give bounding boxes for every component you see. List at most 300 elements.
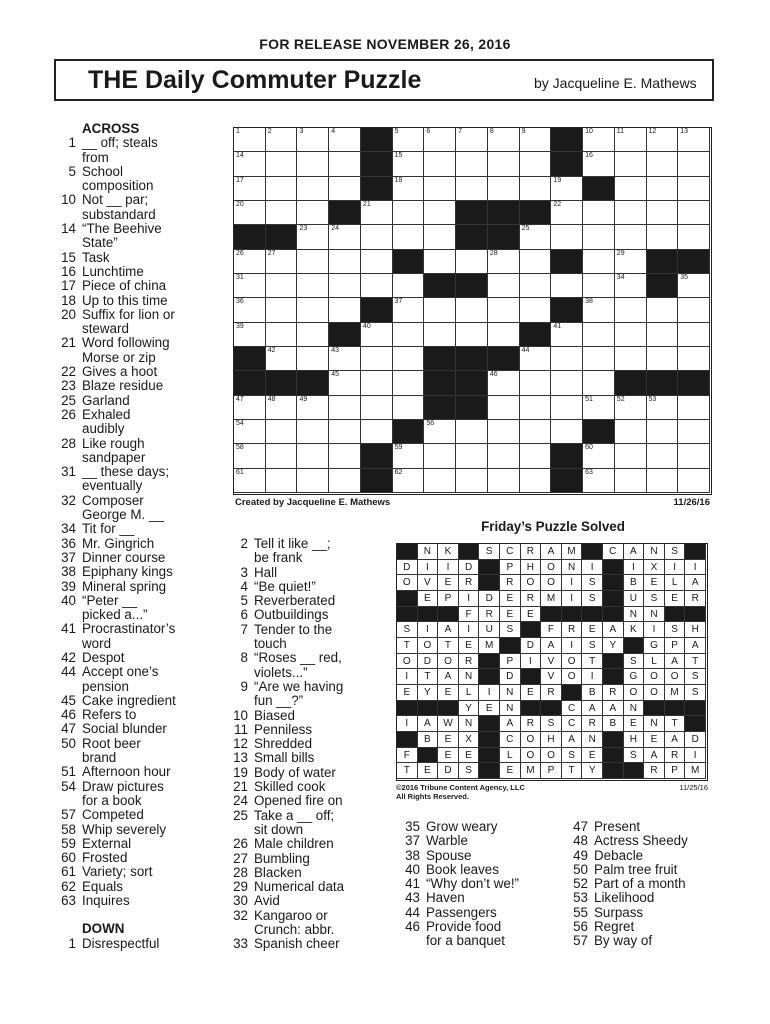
grid-block [234,225,266,249]
grid-cell[interactable] [266,274,298,298]
solution-letter: K [438,544,459,560]
solution-letter: I [459,591,480,607]
grid-cell[interactable] [647,396,679,420]
solution-letter: E [582,622,603,638]
grid-cell[interactable] [615,128,647,152]
clue-text: Morse or zip [82,349,156,365]
clue-line [226,594,394,608]
grid-cell[interactable] [456,250,488,274]
clue-number: 55 [573,904,588,920]
grid-cell[interactable] [424,420,456,444]
clue-number: 33 [233,936,248,952]
grid-cell[interactable] [647,347,679,371]
grid-cell[interactable] [615,250,647,274]
clue-line [226,637,394,651]
clue-number: 36 [61,535,76,551]
grid-block [678,250,710,274]
clue-line [54,880,232,894]
grid-cell[interactable] [297,128,329,152]
solution-block [603,607,624,623]
grid-cell[interactable] [583,371,615,395]
grid-cell[interactable] [520,128,552,152]
solution-letter: O [397,654,418,670]
grid-cell[interactable] [488,396,520,420]
grid-cell[interactable] [329,347,361,371]
grid-cell[interactable] [329,371,361,395]
clue-number: 10 [61,192,76,208]
grid-cell[interactable] [266,444,298,468]
solution-letter: E [665,591,686,607]
clue-line [566,891,716,905]
grid-cell[interactable] [678,298,710,322]
clue-number: 6 [240,607,248,623]
grid-cell[interactable] [234,469,266,493]
grid-block [361,469,393,493]
grid-cell[interactable] [488,128,520,152]
grid-cell[interactable] [234,250,266,274]
grid-cell[interactable] [583,323,615,347]
grid-cell[interactable] [456,420,488,444]
grid-cell[interactable] [361,420,393,444]
grid-cell[interactable] [520,225,552,249]
clue-number: 21 [233,779,248,795]
grid-cell[interactable] [234,444,266,468]
grid-cell[interactable] [456,177,488,201]
grid-cell[interactable] [393,444,425,468]
clue-text: Penniless [254,721,313,737]
grid-cell[interactable] [647,128,679,152]
grid-cell[interactable] [647,152,679,176]
grid-cell[interactable] [551,225,583,249]
cell-number: 49 [299,395,308,403]
cell-number: 48 [267,395,276,403]
grid-cell[interactable] [647,469,679,493]
grid-cell[interactable] [393,371,425,395]
grid-cell[interactable] [520,420,552,444]
grid-cell[interactable] [329,298,361,322]
grid-cell[interactable] [266,420,298,444]
grid-cell[interactable] [424,444,456,468]
grid-cell[interactable] [393,469,425,493]
grid-cell[interactable] [234,323,266,347]
solution-letter: O [541,748,562,764]
grid-cell[interactable] [520,469,552,493]
grid-block [520,323,552,347]
grid-cell[interactable] [678,201,710,225]
grid-cell[interactable] [266,128,298,152]
grid-cell[interactable] [234,152,266,176]
grid-cell[interactable] [615,274,647,298]
grid-cell[interactable] [551,323,583,347]
grid-cell[interactable] [393,347,425,371]
grid-cell[interactable] [615,152,647,176]
grid-cell[interactable] [520,298,552,322]
grid-cell[interactable] [266,396,298,420]
grid-cell[interactable] [678,225,710,249]
grid-cell[interactable] [615,396,647,420]
solution-letter: M [665,685,686,701]
grid-cell[interactable] [520,444,552,468]
clue-number: 31 [61,464,76,480]
solution-letter: A [665,654,686,670]
grid-cell[interactable] [361,201,393,225]
clue-text: Tit for __ [82,521,135,537]
solution-block [685,607,706,623]
grid-cell[interactable] [297,201,329,225]
solution-letter: D [459,560,480,576]
solution-block [479,732,500,748]
grid-cell[interactable] [678,396,710,420]
grid-cell[interactable] [678,274,710,298]
grid-cell[interactable] [424,152,456,176]
grid-cell[interactable] [678,152,710,176]
clue-line [54,279,232,293]
grid-block [234,371,266,395]
grid-cell[interactable] [488,420,520,444]
grid-cell[interactable] [551,177,583,201]
solution-letter: O [521,575,542,591]
solution-letter: R [521,716,542,732]
solution-letter: R [479,607,500,623]
solution-letter: S [582,638,603,654]
clue-number: 49 [573,847,588,863]
grid-cell[interactable] [551,201,583,225]
grid-cell[interactable] [615,323,647,347]
solution-letter: E [397,685,418,701]
grid-cell[interactable] [456,469,488,493]
grid-cell[interactable] [297,152,329,176]
solution-letter: S [582,575,603,591]
grid-cell[interactable] [488,469,520,493]
grid-cell[interactable] [647,177,679,201]
clue-number [54,322,82,336]
down-clues-col2 [226,537,394,952]
grid-cell[interactable] [361,347,393,371]
solution-letter: R [521,544,542,560]
grid-block [361,152,393,176]
cell-number: 44 [521,347,530,354]
grid-cell[interactable] [647,420,679,444]
grid-cell[interactable] [456,152,488,176]
solution-letter: F [459,607,480,623]
grid-cell[interactable] [424,298,456,322]
grid-cell[interactable] [615,469,647,493]
clue-number: 2 [240,536,248,551]
grid-cell[interactable] [520,250,552,274]
grid-cell[interactable] [551,274,583,298]
solution-letter: E [438,575,459,591]
grid-block [551,250,583,274]
solution-letter: L [665,575,686,591]
grid-cell[interactable] [329,128,361,152]
grid-cell[interactable] [266,347,298,371]
grid-cell[interactable] [393,225,425,249]
grid-cell[interactable] [266,201,298,225]
cell-number: 34 [616,274,625,281]
grid-cell[interactable] [297,347,329,371]
clue-line [226,537,394,551]
grid-cell[interactable] [647,444,679,468]
clue-number: 29 [233,879,248,895]
grid-cell[interactable] [424,128,456,152]
grid-cell[interactable] [266,152,298,176]
grid-cell[interactable] [678,323,710,347]
grid-cell[interactable] [647,298,679,322]
grid-cell[interactable] [361,274,393,298]
clue-number: 18 [61,292,76,308]
grid-cell[interactable] [361,371,393,395]
clue-text: Hall [254,564,278,580]
cell-number: 5 [394,128,399,135]
clue-line [566,863,716,877]
grid-cell[interactable] [297,225,329,249]
clue-line [54,837,232,851]
grid-cell[interactable] [488,177,520,201]
grid-cell[interactable] [297,420,329,444]
clue-text: Take a __ off; [254,807,335,823]
grid-cell[interactable] [520,396,552,420]
grid-cell[interactable] [361,396,393,420]
grid-cell[interactable] [678,469,710,493]
grid-cell[interactable] [297,250,329,274]
grid-cell[interactable] [551,420,583,444]
solution-letter: E [418,763,439,779]
grid-cell[interactable] [583,444,615,468]
grid-cell[interactable] [583,347,615,371]
grid-cell[interactable] [424,250,456,274]
grid-cell[interactable] [329,177,361,201]
grid-cell[interactable] [456,298,488,322]
grid-cell[interactable] [615,201,647,225]
grid-cell[interactable] [393,323,425,347]
grid-cell[interactable] [520,152,552,176]
clue-text: Palm tree fruit [594,861,678,877]
grid-cell[interactable] [266,298,298,322]
grid-cell[interactable] [647,201,679,225]
grid-cell[interactable] [297,298,329,322]
grid-cell[interactable] [551,396,583,420]
grid-cell[interactable] [615,420,647,444]
grid-cell[interactable] [520,274,552,298]
grid-cell[interactable] [234,396,266,420]
grid-cell[interactable] [615,347,647,371]
grid-cell[interactable] [551,347,583,371]
clue-text: Book leaves [426,861,499,877]
grid-cell[interactable] [234,274,266,298]
grid-cell[interactable] [297,274,329,298]
cell-number: 42 [267,347,276,354]
clue-text: Composer [82,492,144,508]
solution-letter: E [521,685,542,701]
cell-number: 7 [458,128,463,135]
clue-line [54,308,232,322]
grid-cell[interactable] [583,396,615,420]
grid-cell[interactable] [678,347,710,371]
grid-cell[interactable] [488,371,520,395]
grid-cell[interactable] [551,371,583,395]
grid-cell[interactable] [424,469,456,493]
grid-cell[interactable] [615,444,647,468]
solution-letter: R [644,763,665,779]
clue-line [226,837,394,851]
clue-text: Part of a month [594,876,686,892]
clue-text: Suffix for lion or [82,306,175,322]
grid-cell[interactable] [361,250,393,274]
grid-cell[interactable] [520,347,552,371]
solution-block [479,763,500,779]
grid-cell[interactable] [266,250,298,274]
grid-cell[interactable] [329,152,361,176]
solution-letter: B [624,575,645,591]
grid-cell[interactable] [456,444,488,468]
grid-cell[interactable] [329,444,361,468]
grid-cell[interactable] [234,298,266,322]
grid-cell[interactable] [393,298,425,322]
grid-cell[interactable] [329,396,361,420]
grid-block [551,444,583,468]
grid-cell[interactable] [678,128,710,152]
grid-cell[interactable] [488,152,520,176]
grid-cell[interactable] [678,177,710,201]
grid-cell[interactable] [583,128,615,152]
grid-cell[interactable] [583,469,615,493]
grid-cell[interactable] [615,177,647,201]
cell-number: 37 [394,298,403,306]
clue-number [54,751,82,765]
grid-cell[interactable] [266,177,298,201]
grid-cell[interactable] [329,274,361,298]
solution-letter: D [438,763,459,779]
solution-block [397,544,418,560]
solution-letter: T [418,669,439,685]
grid-cell[interactable] [615,298,647,322]
clue-text: Variety; sort [82,864,153,880]
grid-cell[interactable] [488,298,520,322]
solution-grid [396,543,708,781]
clue-text: “The Beehive [82,221,162,237]
cell-number: 10 [585,128,593,135]
clue-line [54,222,232,236]
grid-cell[interactable] [424,177,456,201]
grid-cell[interactable] [297,469,329,493]
grid-cell[interactable] [393,177,425,201]
grid-cell[interactable] [583,250,615,274]
clue-number: 45 [61,692,76,708]
solution-title: Friday’s Puzzle Solved [481,519,625,534]
grid-block [488,225,520,249]
clue-text: sit down [254,821,304,837]
solution-letter: P [665,763,686,779]
grid-cell[interactable] [647,225,679,249]
crossword-grid[interactable] [233,127,712,495]
solution-block [438,701,459,717]
grid-cell[interactable] [583,225,615,249]
grid-cell[interactable] [329,469,361,493]
grid-cell[interactable] [615,225,647,249]
grid-cell[interactable] [393,274,425,298]
cell-number: 20 [236,201,244,208]
grid-cell[interactable] [266,323,298,347]
grid-cell[interactable] [234,201,266,225]
grid-cell[interactable] [647,323,679,347]
grid-cell[interactable] [488,323,520,347]
grid-cell[interactable] [678,444,710,468]
grid-cell[interactable] [297,323,329,347]
solution-block [685,701,706,717]
solution-letter: M [685,763,706,779]
grid-cell[interactable] [488,274,520,298]
grid-cell[interactable] [266,469,298,493]
clue-line [226,866,394,880]
solution-letter: B [603,716,624,732]
solution-letter: A [624,544,645,560]
grid-cell[interactable] [488,444,520,468]
grid-cell[interactable] [234,128,266,152]
solution-letter: T [397,638,418,654]
clue-line [226,923,394,937]
clue-number: 9 [240,678,248,694]
grid-cell[interactable] [297,444,329,468]
grid-cell[interactable] [583,201,615,225]
grid-cell[interactable] [678,420,710,444]
grid-cell[interactable] [361,225,393,249]
cell-number: 8 [489,128,494,135]
grid-cell[interactable] [488,250,520,274]
grid-cell[interactable] [393,152,425,176]
clue-text: for a banquet [426,933,505,949]
solution-letter: D [418,654,439,670]
grid-cell[interactable] [583,274,615,298]
grid-block [456,274,488,298]
grid-cell[interactable] [393,396,425,420]
grid-cell[interactable] [424,323,456,347]
grid-cell[interactable] [393,128,425,152]
grid-cell[interactable] [329,225,361,249]
grid-cell[interactable] [361,323,393,347]
grid-cell[interactable] [583,298,615,322]
solution-letter: V [418,575,439,591]
grid-cell[interactable] [456,128,488,152]
solution-letter: I [582,560,603,576]
clue-number: 44 [405,904,420,920]
clue-text: Biased [254,707,295,723]
grid-cell[interactable] [234,177,266,201]
grid-cell[interactable] [329,250,361,274]
grid-cell[interactable] [520,177,552,201]
grid-cell[interactable] [583,152,615,176]
solution-letter: O [541,560,562,576]
clue-line [54,665,232,679]
grid-cell[interactable] [234,420,266,444]
grid-cell[interactable] [456,323,488,347]
grid-cell[interactable] [393,201,425,225]
solution-letter: N [582,732,603,748]
grid-cell[interactable] [424,201,456,225]
grid-block [583,177,615,201]
clue-line [54,823,232,837]
cell-number: 62 [394,468,403,476]
grid-cell[interactable] [297,177,329,201]
clue-text: Grow weary [426,819,498,834]
grid-cell[interactable] [424,225,456,249]
grid-cell[interactable] [297,396,329,420]
clue-number: 41 [61,621,76,637]
clue-line [226,794,394,808]
clue-number: 28 [233,864,248,880]
solution-letter: Y [603,638,624,654]
grid-cell[interactable] [329,420,361,444]
grid-cell[interactable] [520,371,552,395]
